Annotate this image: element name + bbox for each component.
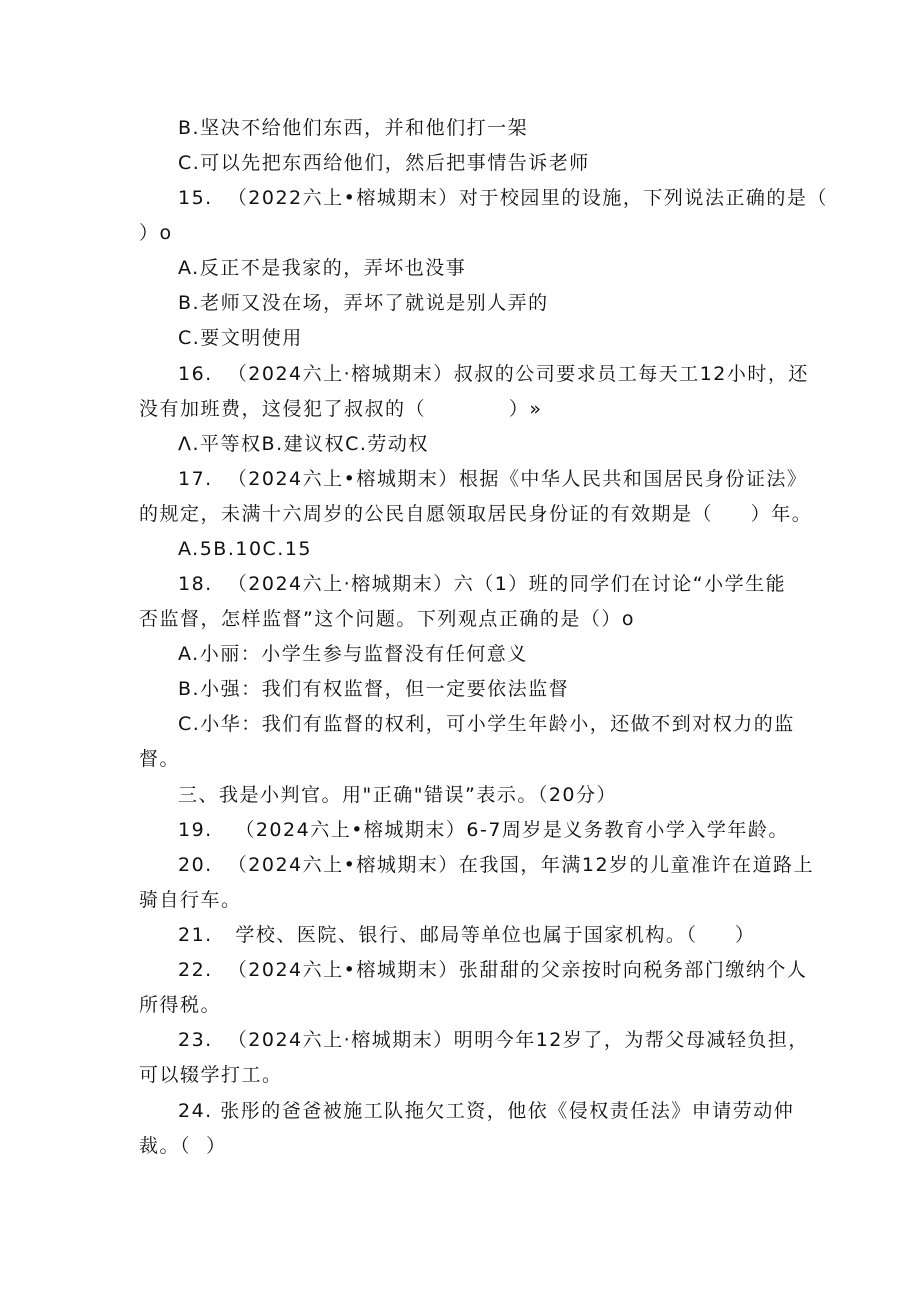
question-24-continuation: 裁。（ ）: [139, 1135, 227, 1157]
question-16-continuation: 没有加班费，这侵犯了叔叔的（ ）»: [139, 398, 543, 420]
section-heading: 三、我是小判官。用"正确"错误”表示。（20分）: [178, 784, 617, 806]
option-line: B.小强：我们有权监督，但一定要依法监督: [178, 678, 570, 700]
question-20: 20. （2024六上•榕城期末）在我国，年满12岁的儿童准许在道路上: [178, 854, 815, 876]
option-line: A.反正不是我家的，弄坏也没事: [178, 257, 467, 279]
question-15-continuation: ）o: [139, 222, 173, 244]
option-line: A.5B.10C.15: [178, 538, 313, 560]
question-22-continuation: 所得税。: [139, 994, 222, 1016]
question-19: 19. （2024六上•榕城期末）6-7周岁是义务教育小学入学年龄。: [178, 819, 789, 841]
question-18: 18. （2024六上·榕城期末）六（1）班的同学们在讨论“小学生能: [178, 573, 787, 595]
option-line: C.小华：我们有监督的权利，可小学生年龄小，还做不到对权力的监: [178, 713, 795, 735]
question-20-continuation: 骑自行车。: [139, 889, 242, 911]
question-21: 21. 学校、医院、银行、邮局等单位也属于国家机构。（ ）: [178, 924, 756, 946]
question-23-continuation: 可以辍学打工。: [139, 1064, 283, 1086]
question-15: 15. （2022六上•榕城期末）对于校园里的设施，下列说法正确的是（: [178, 187, 828, 209]
option-line: B.老师又没在场，弄坏了就说是别人弄的: [178, 292, 549, 314]
option-continuation: 督。: [139, 748, 181, 770]
question-16: 16. （2024六上·榕城期末）叔叔的公司要求员工每天工12小时，还: [178, 363, 809, 385]
question-24: 24. 张彤的爸爸被施工队拖欠工资，他依《侵权责任法》申请劳动仲: [178, 1100, 795, 1122]
option-line: Λ.平等权B.建议权C.劳动权: [178, 433, 429, 455]
option-line: C.要文明使用: [178, 327, 303, 349]
question-23: 23. （2024六上·榕城期末）明明今年12岁了，为帮父母减轻负担，: [178, 1029, 809, 1051]
option-line: A.小丽：小学生参与监督没有任何意义: [178, 643, 528, 665]
question-18-continuation: 否监督，怎样监督”这个问题。下列观点正确的是（）o: [139, 608, 635, 630]
question-22: 22. （2024六上•榕城期末）张甜甜的父亲按时向税务部门缴纳个人: [178, 959, 808, 981]
option-line: B.坚决不给他们东西，并和他们打一架: [178, 117, 529, 139]
option-line: C.可以先把东西给他们，然后把事情告诉老师: [178, 152, 590, 174]
question-17: 17. （2024六上•榕城期末）根据《中华人民共和国居民身份证法》: [178, 468, 808, 490]
question-17-continuation: 的规定，未满十六周岁的公民自愿领取居民身份证的有效期是（ ）年。: [139, 503, 813, 525]
